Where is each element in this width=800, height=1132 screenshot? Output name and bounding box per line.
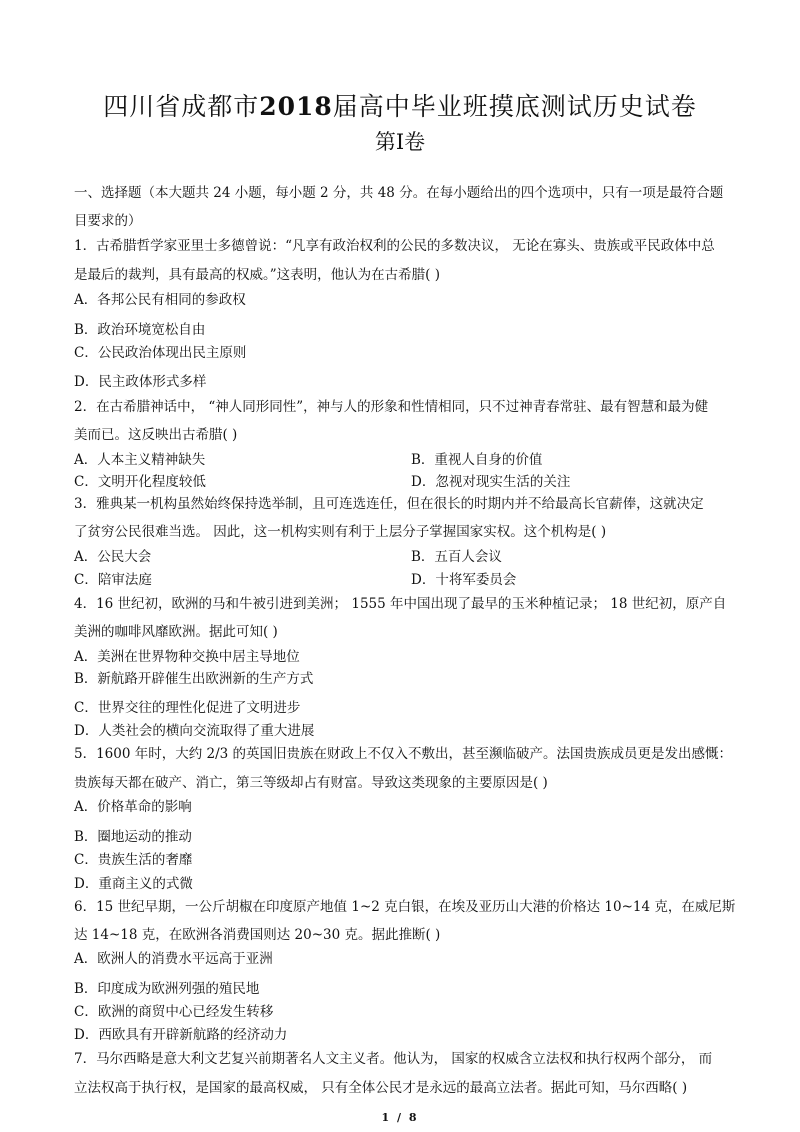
q2-option-c: C．文明开化程度较低 — [74, 474, 206, 490]
q7-stem-line1: 7．马尔西略是意大利文艺复兴前期著名人文主义者。他认为， 国家的权威含立法权和执行权两个部分， 而 — [74, 1051, 713, 1067]
q1-option-d: D．民主政体形式多样 — [74, 374, 207, 390]
page-title — [0, 90, 800, 124]
q6-option-c: C．欧洲的商贸中心已经发生转移 — [74, 1004, 274, 1020]
q5-option-d: D．重商主义的式微 — [74, 876, 193, 892]
q5-stem-line1: 5．1600 年时，大约 2/3 的英国旧贵族在财政上不仅入不敷出，甚至濒临破产。法国贵族成员更是发出感慨： — [74, 746, 733, 762]
q5-option-a: A．价格革命的影响 — [74, 799, 192, 815]
q4-option-c: C．世界交往的理性化促进了文明进步 — [74, 700, 301, 716]
page-number: 1 / 8 — [381, 1111, 419, 1124]
q2-stem-line2: 美而已。这反映出古希腊( ) — [74, 427, 238, 443]
q6-option-d: D．西欧具有开辟新航路的经济动力 — [74, 1027, 288, 1043]
volume-heading: 第Ⅰ卷 — [374, 130, 426, 154]
q6-option-a: A．欧洲人的消费水平远高于亚洲 — [74, 951, 273, 967]
title-year: 2018 — [259, 92, 333, 121]
q4-option-d: D．人类社会的横向交流取得了重大进展 — [74, 723, 315, 739]
q1-stem-line2: 是最后的裁判，具有最高的权威。”这表明，他认为在古希腊( ) — [74, 267, 440, 283]
section-instruction-line2: 目要求的） — [74, 213, 142, 229]
q1-option-a: A．各邦公民有相同的参政权 — [74, 292, 246, 308]
q6-option-b: B．印度成为欧洲列强的殖民地 — [74, 981, 260, 997]
q7-stem-line2: 立法权高于执行权，是国家的最高权威， 只有全体公民才是永远的最高立法者。据此可知，马尔西略( ) — [74, 1080, 688, 1096]
q2-option-d: D．忽视对现实生活的关注 — [411, 474, 571, 490]
q5-option-b: B．圈地运动的推动 — [74, 829, 192, 845]
q4-stem-line2: 美洲的咖啡风靡欧洲。据此可知( ) — [74, 624, 278, 640]
q2-option-b: B．重视人自身的价值 — [411, 452, 543, 468]
q3-stem-line2: 了贫穷公民很难当选。 因此，这一机构实则有利于上层分子掌握国家实权。这个机构是( ) — [74, 524, 607, 540]
q6-stem-line2: 达 14~18 克，在欧洲各消费国则达 20~30 克。据此推断( ) — [74, 927, 441, 943]
q1-stem-line1: 1．古希腊哲学家亚里士多德曾说：“凡享有政治权利的公民的多数决议， 无论在寡头、贵族或平民政体中总 — [74, 238, 715, 254]
q2-stem-line1: 2．在古希腊神话中， “神人同形同性”，神与人的形象和性情相同，只不过神青春常驻、最有智慧和最为健 — [74, 399, 709, 415]
q1-option-b: B．政治环境宽松自由 — [74, 322, 206, 338]
q2-option-a: A．人本主义精神缺失 — [74, 452, 206, 468]
q3-stem-line1: 3．雅典某一机构虽然始终保持选举制，且可连选连任，但在很长的时期内并不给最高长官薪俸，这就决定 — [74, 496, 704, 512]
q3-option-b: B．五百人会议 — [411, 549, 502, 565]
q4-option-b: B．新航路开辟催生出欧洲新的生产方式 — [74, 671, 314, 687]
section-instruction-line1: 一、选择题（本大题共 24 小题，每小题 2 分，共 48 分。在每小题给出的四个选项中，只有一项是最符合题 — [74, 185, 724, 201]
q5-stem-line2: 贵族每天都在破产、消亡，第三等级却占有财富。导致这类现象的主要原因是( ) — [74, 775, 548, 791]
title-suffix: 届高中毕业班摸底测试历史试卷 — [332, 92, 697, 121]
q3-option-a: A．公民大会 — [74, 549, 152, 565]
q5-option-c: C．贵族生活的奢靡 — [74, 852, 193, 868]
q1-option-c: C．公民政治体现出民主原则 — [74, 345, 247, 361]
q3-option-c: C．陪审法庭 — [74, 572, 152, 588]
q6-stem-line1: 6．15 世纪早期，一公斤胡椒在印度原产地值 1~2 克白银，在埃及亚历山大港的价格达 10~14 克，在威尼斯 — [74, 899, 736, 915]
q4-option-a: A．美洲在世界物种交换中居主导地位 — [74, 649, 300, 665]
q3-option-d: D．十将军委员会 — [411, 572, 517, 588]
q4-stem-line1: 4．16 世纪初，欧洲的马和牛被引进到美洲； 1555 年中国出现了最早的玉米种植记录； 18 世纪初，原产自 — [74, 596, 727, 612]
title-prefix: 四川省成都市 — [103, 92, 260, 121]
